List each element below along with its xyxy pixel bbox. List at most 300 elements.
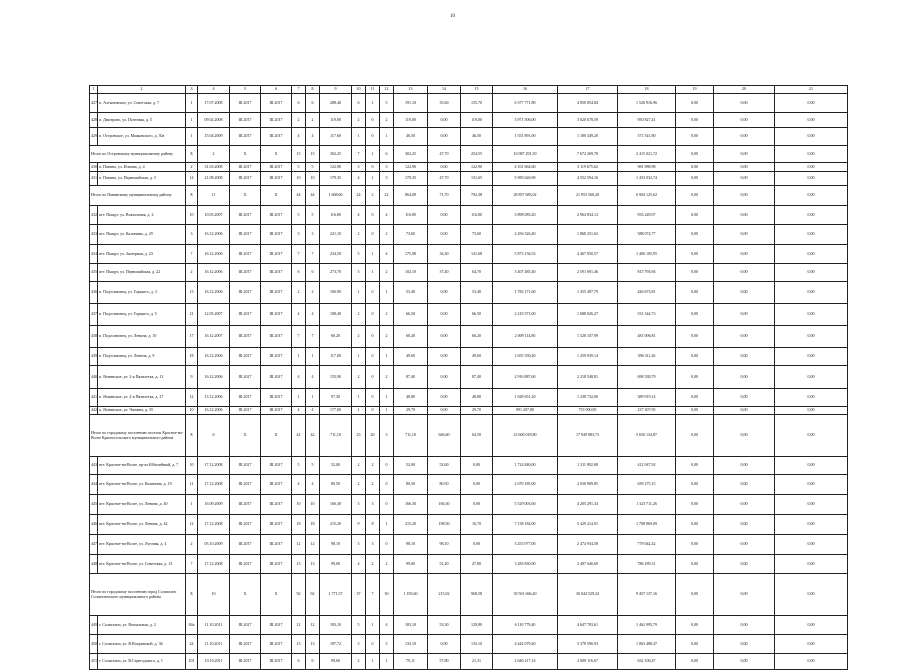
- value-cell: 815 793,94: [618, 264, 676, 282]
- subtotal-row: [90, 415, 848, 457]
- value-cell: 0,00: [714, 282, 775, 304]
- column-number-cell: 7: [292, 86, 306, 94]
- value-cell: 71,70: [428, 186, 461, 206]
- value-cell: 0,00: [714, 163, 775, 172]
- value-cell: 0: [366, 348, 380, 366]
- value-cell: 198,50: [428, 515, 461, 535]
- value-cell: 53,40: [394, 282, 428, 304]
- value-cell: 87,40: [394, 366, 428, 389]
- value-cell: III.2017: [230, 94, 261, 113]
- value-cell: 4: [380, 616, 394, 635]
- value-cell: 18: [306, 515, 320, 535]
- value-cell: 183,10: [394, 616, 428, 635]
- value-cell: 0,00: [428, 206, 461, 225]
- value-cell: 0,00: [775, 348, 848, 366]
- value-cell: 7: [306, 326, 320, 348]
- value-cell: 16.12.2006: [198, 245, 230, 264]
- value-cell: 1: [186, 128, 198, 146]
- value-cell: 133,10: [394, 635, 428, 654]
- value-cell: 30 044 529,24: [558, 574, 618, 616]
- row-number-cell: 439: [90, 348, 98, 366]
- value-cell: 122,90: [461, 163, 493, 172]
- value-cell: 11: [198, 186, 230, 206]
- value-cell: 122,90: [320, 163, 352, 172]
- value-cell: III.2017: [261, 113, 292, 128]
- value-cell: 1: [380, 515, 394, 535]
- value-cell: III.2017: [230, 304, 261, 326]
- value-cell: 17.12.2008: [198, 457, 230, 475]
- table-row: [90, 635, 848, 654]
- value-cell: 2 456 326,40: [493, 225, 558, 245]
- value-cell: 4: [306, 304, 320, 326]
- value-cell: 3: [366, 535, 380, 555]
- value-cell: 2: [306, 113, 320, 128]
- row-number-cell: 435: [90, 264, 98, 282]
- value-cell: 5: [352, 616, 366, 635]
- value-cell: 0,00: [428, 407, 461, 415]
- value-cell: 0,00: [714, 128, 775, 146]
- value-cell: 12: [186, 515, 198, 535]
- value-cell: 254,55: [461, 146, 493, 163]
- value-cell: 0,00: [428, 635, 461, 654]
- value-cell: 13: [292, 555, 306, 574]
- value-cell: 24: [352, 186, 366, 206]
- value-cell: 7: [352, 146, 366, 163]
- value-cell: 87,40: [461, 366, 493, 389]
- address-cell: пгт. Пыщуг, ул. Калинина, д. 29: [98, 225, 186, 245]
- value-cell: 98,10: [428, 535, 461, 555]
- address-cell: п. Подосиновец, ул. Ленина, д. 9: [98, 348, 186, 366]
- value-cell: 0,00: [775, 172, 848, 186]
- value-cell: 10: [292, 172, 306, 186]
- table-row: [90, 206, 848, 225]
- value-cell: X: [261, 146, 292, 163]
- value-cell: 13: [306, 555, 320, 574]
- value-cell: 0,00: [775, 457, 848, 475]
- table-row: [90, 326, 848, 348]
- address-cell: пгт. Пыщуг, ул. Заозерная, д. 23: [98, 245, 186, 264]
- value-cell: 20: [366, 415, 380, 457]
- value-cell: 531 344,73: [618, 304, 676, 326]
- value-cell: 3: [380, 163, 394, 172]
- value-cell: 10.10.2011: [198, 654, 230, 670]
- value-cell: 17: [186, 326, 198, 348]
- value-cell: 2: [186, 264, 198, 282]
- value-cell: 1 462 995,79: [618, 616, 676, 635]
- value-cell: 7: [186, 555, 198, 574]
- value-cell: 0,00: [461, 495, 493, 515]
- value-cell: 0,00: [714, 326, 775, 348]
- column-number-cell: 13: [394, 86, 428, 94]
- value-cell: 6: [352, 94, 366, 113]
- value-cell: III.2017: [230, 515, 261, 535]
- value-cell: 10: [306, 495, 320, 515]
- value-cell: 0,00: [775, 515, 848, 535]
- value-cell: 6: [292, 654, 306, 670]
- value-cell: 0,00: [676, 282, 714, 304]
- value-cell: 101: [186, 654, 198, 670]
- value-cell: 0,00: [676, 635, 714, 654]
- value-cell: 2 474 934,58: [558, 535, 618, 555]
- value-cell: 2: [380, 304, 394, 326]
- value-cell: III.2017: [261, 94, 292, 113]
- value-cell: 0,00: [676, 415, 714, 457]
- value-cell: III.2017: [261, 366, 292, 389]
- table-row: [90, 94, 848, 113]
- value-cell: 698 338,79: [618, 366, 676, 389]
- value-cell: 711,10: [394, 415, 428, 457]
- table-row: [90, 555, 848, 574]
- value-cell: 21: [186, 304, 198, 326]
- value-cell: 0,00: [714, 415, 775, 457]
- row-number-cell: 428: [90, 113, 98, 128]
- value-cell: 1: [380, 128, 394, 146]
- value-cell: 0: [366, 366, 380, 389]
- row-number-cell: 440: [90, 366, 98, 389]
- address-cell: пгт. Красное-на-Волге, ул. Советская, д. 13: [98, 555, 186, 574]
- value-cell: 389 919,14: [618, 389, 676, 407]
- value-cell: 0: [366, 282, 380, 304]
- table-row: [90, 389, 848, 407]
- value-cell: 1: [186, 113, 198, 128]
- value-cell: 6: [198, 415, 230, 457]
- value-cell: III.2017: [261, 407, 292, 415]
- value-cell: 0,00: [775, 535, 848, 555]
- value-cell: 10: [292, 495, 306, 515]
- value-cell: 29,70: [461, 407, 493, 415]
- row-number-cell: 450: [90, 635, 98, 654]
- value-cell: 09.02.2008: [198, 113, 230, 128]
- value-cell: 129,80: [461, 616, 493, 635]
- value-cell: III.2017: [261, 206, 292, 225]
- value-cell: 15: [306, 146, 320, 163]
- value-cell: 0,00: [428, 326, 461, 348]
- value-cell: III.2017: [261, 495, 292, 515]
- value-cell: 0,00: [676, 146, 714, 163]
- value-cell: 4: [352, 172, 366, 186]
- value-cell: 0,00: [676, 206, 714, 225]
- value-cell: 16.12.2007: [198, 326, 230, 348]
- value-cell: 0,00: [428, 225, 461, 245]
- value-cell: III.2017: [230, 475, 261, 495]
- table-row: [90, 457, 848, 475]
- value-cell: 0,00: [676, 128, 714, 146]
- row-number-cell: 441: [90, 389, 98, 407]
- value-cell: 0,00: [714, 225, 775, 245]
- row-number-cell: 444: [90, 475, 98, 495]
- table-row: [90, 113, 848, 128]
- value-cell: 0,00: [428, 389, 461, 407]
- value-cell: III.2017: [230, 348, 261, 366]
- value-cell: 51,20: [428, 555, 461, 574]
- table-row: [90, 535, 848, 555]
- value-cell: X: [230, 186, 261, 206]
- value-cell: 66,50: [461, 304, 493, 326]
- column-number-cell: 4: [198, 86, 230, 94]
- value-cell: 0,00: [461, 475, 493, 495]
- value-cell: 234,50: [320, 245, 352, 264]
- value-cell: 779 042,42: [618, 535, 676, 555]
- value-cell: 2: [352, 225, 366, 245]
- header-row: [90, 86, 848, 94]
- value-cell: 933 249,07: [618, 206, 676, 225]
- value-cell: 215,02: [428, 574, 461, 616]
- value-cell: 4: [380, 206, 394, 225]
- row-number-cell: 437: [90, 304, 98, 326]
- subtotal-label-cell: Итого по Павинскому муниципальному району: [90, 186, 186, 206]
- row-number-cell: 446: [90, 515, 98, 535]
- value-cell: 1: [380, 389, 394, 407]
- row-number-cell: 442: [90, 407, 98, 415]
- value-cell: 3: [366, 495, 380, 515]
- value-cell: X: [261, 186, 292, 206]
- value-cell: 0,00: [714, 635, 775, 654]
- value-cell: 16.12.2006: [198, 366, 230, 389]
- value-cell: 53,40: [461, 282, 493, 304]
- value-cell: III.2017: [230, 635, 261, 654]
- value-cell: 864,08: [394, 186, 428, 206]
- value-cell: III.2017: [261, 475, 292, 495]
- value-cell: 0: [366, 113, 380, 128]
- value-cell: 0: [366, 407, 380, 415]
- value-cell: III.2017: [230, 457, 261, 475]
- value-cell: 221,10: [320, 225, 352, 245]
- value-cell: 5 650 134,87: [618, 415, 676, 457]
- value-cell: 98,10: [394, 535, 428, 555]
- value-cell: 0,00: [676, 555, 714, 574]
- value-cell: III.2017: [230, 128, 261, 146]
- value-cell: 1: [352, 348, 366, 366]
- value-cell: 92: [306, 574, 320, 616]
- value-cell: 0,00: [714, 206, 775, 225]
- value-cell: 2: [366, 457, 380, 475]
- value-cell: 47,80: [461, 555, 493, 574]
- value-cell: 0: [366, 304, 380, 326]
- value-cell: III.2017: [261, 616, 292, 635]
- value-cell: 48,80: [394, 389, 428, 407]
- value-cell: 0,00: [775, 163, 848, 172]
- value-cell: 0,00: [676, 94, 714, 113]
- address-cell: п. Подосиновец, ул. Ленина, д. 10: [98, 326, 186, 348]
- address-cell: п. Яхнинское, ул. 2-я Пятилетка, д. 13: [98, 366, 186, 389]
- table-row: [90, 407, 848, 415]
- value-cell: 15: [292, 146, 306, 163]
- value-cell: X: [261, 415, 292, 457]
- value-cell: 52,00: [394, 457, 428, 475]
- value-cell: 44: [292, 186, 306, 206]
- value-cell: 5: [292, 163, 306, 172]
- value-cell: III.2017: [230, 654, 261, 670]
- row-number-cell: 430: [90, 163, 98, 172]
- value-cell: 12: [306, 535, 320, 555]
- value-cell: 46,50: [461, 128, 493, 146]
- table-row: [90, 616, 848, 635]
- value-cell: 753 900,85: [558, 407, 618, 415]
- value-cell: 4: [292, 304, 306, 326]
- value-cell: 1: [380, 407, 394, 415]
- value-cell: 0,00: [676, 304, 714, 326]
- value-cell: 16.12.2006: [198, 407, 230, 415]
- value-cell: 1 238 732,06: [558, 389, 618, 407]
- column-number-cell: 11: [366, 86, 380, 94]
- address-cell: п. Алтыновское, ул. Советская, д. 7: [98, 94, 186, 113]
- value-cell: 0,00: [676, 616, 714, 635]
- value-cell: 0,00: [676, 113, 714, 128]
- value-cell: 49,60: [394, 348, 428, 366]
- value-cell: 2: [380, 326, 394, 348]
- value-cell: 0,00: [775, 366, 848, 389]
- value-cell: 10: [186, 407, 198, 415]
- value-cell: 4 205 291,34: [558, 495, 618, 515]
- row-number-cell: 451: [90, 654, 98, 670]
- address-cell: п. Павино, ул. Ильина, д. 4: [98, 163, 186, 172]
- value-cell: 4: [292, 475, 306, 495]
- value-cell: 302,25: [394, 146, 428, 163]
- value-cell: 22: [380, 186, 394, 206]
- value-cell: 166,30: [320, 495, 352, 515]
- value-cell: 4: [380, 245, 394, 264]
- address-cell: г. Солигалич, ул. В.Серегодского, д. 1: [98, 654, 186, 670]
- value-cell: X: [186, 574, 198, 616]
- address-cell: п. Яхнинское, ул. Чапаева, д. 35: [98, 407, 186, 415]
- value-cell: 0,00: [775, 225, 848, 245]
- value-cell: 3 119 675,62: [558, 163, 618, 172]
- value-cell: 5: [352, 245, 366, 264]
- value-cell: 166,30: [428, 495, 461, 515]
- value-cell: 0,00: [676, 186, 714, 206]
- value-cell: 4: [352, 555, 366, 574]
- value-cell: 37,40: [428, 264, 461, 282]
- value-cell: 2: [380, 366, 394, 389]
- value-cell: 1: [306, 348, 320, 366]
- column-number-cell: 1: [90, 86, 98, 94]
- value-cell: 05.10.2009: [198, 535, 230, 555]
- value-cell: 116,80: [461, 206, 493, 225]
- value-cell: 16.09.2009: [198, 495, 230, 515]
- value-cell: 0,00: [676, 495, 714, 515]
- value-cell: III.2017: [261, 348, 292, 366]
- value-cell: 12: [306, 616, 320, 635]
- value-cell: 16,70: [461, 515, 493, 535]
- value-cell: 3: [186, 225, 198, 245]
- value-cell: 0: [366, 225, 380, 245]
- address-cell: пгт. Красное-на-Волге, ул. Ленина, д. 40: [98, 495, 186, 515]
- value-cell: III.2017: [230, 225, 261, 245]
- value-cell: 0,00: [714, 389, 775, 407]
- value-cell: 0,00: [775, 113, 848, 128]
- value-cell: 0,00: [428, 304, 461, 326]
- value-cell: 10: [186, 206, 198, 225]
- subtotal-label-cell: Итого по городскому поселению поселок Красное-на-Волге Красносельского муниципального района: [90, 415, 186, 457]
- value-cell: 16.12.2006: [198, 282, 230, 304]
- value-cell: 2 009 114,80: [493, 326, 558, 348]
- value-cell: 0: [380, 535, 394, 555]
- value-cell: 0,00: [775, 304, 848, 326]
- column-number-cell: 6: [261, 86, 292, 94]
- subtotal-label-cell: Итого по городскому поселению город Солигалич Солигаличского муниципального района: [90, 574, 186, 616]
- value-cell: 3 020 678,59: [558, 113, 618, 128]
- value-cell: 1 180 349,20: [558, 128, 618, 146]
- value-cell: 2: [352, 475, 366, 495]
- value-cell: 23 600 018,80: [493, 415, 558, 457]
- value-cell: 0: [366, 389, 380, 407]
- value-cell: 79,11: [394, 654, 428, 670]
- value-cell: 0,00: [676, 535, 714, 555]
- value-cell: 0,00: [676, 574, 714, 616]
- value-cell: 1 259 039,14: [558, 348, 618, 366]
- value-cell: 52,00: [320, 457, 352, 475]
- value-cell: 0,00: [714, 186, 775, 206]
- value-cell: 9: [186, 366, 198, 389]
- value-cell: 17.12.2008: [198, 515, 230, 535]
- value-cell: 0,00: [775, 94, 848, 113]
- value-cell: 1: [380, 348, 394, 366]
- value-cell: 7: [292, 245, 306, 264]
- value-cell: 1 868 251,63: [558, 225, 618, 245]
- value-cell: 0,00: [714, 574, 775, 616]
- value-cell: 0,00: [676, 457, 714, 475]
- value-cell: 0,00: [714, 535, 775, 555]
- value-cell: 84а: [186, 616, 198, 635]
- value-cell: 29,70: [394, 407, 428, 415]
- address-cell: пгт. Пыщуг, ул. Первомайская, д. 22: [98, 264, 186, 282]
- value-cell: 968,58: [461, 574, 493, 616]
- value-cell: 0,00: [676, 326, 714, 348]
- row-number-cell: 433: [90, 225, 98, 245]
- value-cell: 2: [186, 535, 198, 555]
- address-cell: пгт. Красное-на-Волге, пр-кт Юбилейный, д. 7: [98, 457, 186, 475]
- value-cell: III.2017: [230, 172, 261, 186]
- value-cell: III.2017: [230, 113, 261, 128]
- value-cell: 0,00: [714, 245, 775, 264]
- value-cell: 639 275,15: [618, 475, 676, 495]
- value-cell: 5: [306, 163, 320, 172]
- value-cell: 6: [306, 94, 320, 113]
- value-cell: 0,00: [714, 304, 775, 326]
- value-cell: 48,80: [461, 389, 493, 407]
- value-cell: 6: [292, 264, 306, 282]
- value-cell: 1: [306, 389, 320, 407]
- value-cell: 5 429 214,91: [558, 515, 618, 535]
- value-cell: III.2017: [261, 635, 292, 654]
- table-row: [90, 225, 848, 245]
- value-cell: 1: [380, 282, 394, 304]
- value-cell: 0,00: [775, 555, 848, 574]
- value-cell: 0,00: [714, 366, 775, 389]
- value-cell: 47,70: [428, 172, 461, 186]
- value-cell: 37: [352, 574, 366, 616]
- value-cell: 1 355 497,79: [558, 282, 618, 304]
- value-cell: 2: [352, 326, 366, 348]
- value-cell: 11: [186, 475, 198, 495]
- value-cell: 44: [306, 186, 320, 206]
- value-cell: 4: [292, 366, 306, 389]
- value-cell: 302,25: [320, 146, 352, 163]
- value-cell: 0: [366, 635, 380, 654]
- address-cell: п. Яхнинское, ул. 2-я Пятилетка, д. 27: [98, 389, 186, 407]
- value-cell: 0,00: [775, 616, 848, 635]
- value-cell: 2 640 217,14: [493, 654, 558, 670]
- value-cell: 2 591 691,46: [558, 264, 618, 282]
- value-cell: 47,70: [428, 146, 461, 163]
- value-cell: 0: [366, 163, 380, 172]
- value-cell: III.2017: [261, 264, 292, 282]
- value-cell: 191,10: [394, 94, 428, 113]
- value-cell: 5: [306, 457, 320, 475]
- value-cell: 0,00: [676, 348, 714, 366]
- value-cell: 21.08.2008: [198, 172, 230, 186]
- value-cell: 3 378 590,93: [558, 635, 618, 654]
